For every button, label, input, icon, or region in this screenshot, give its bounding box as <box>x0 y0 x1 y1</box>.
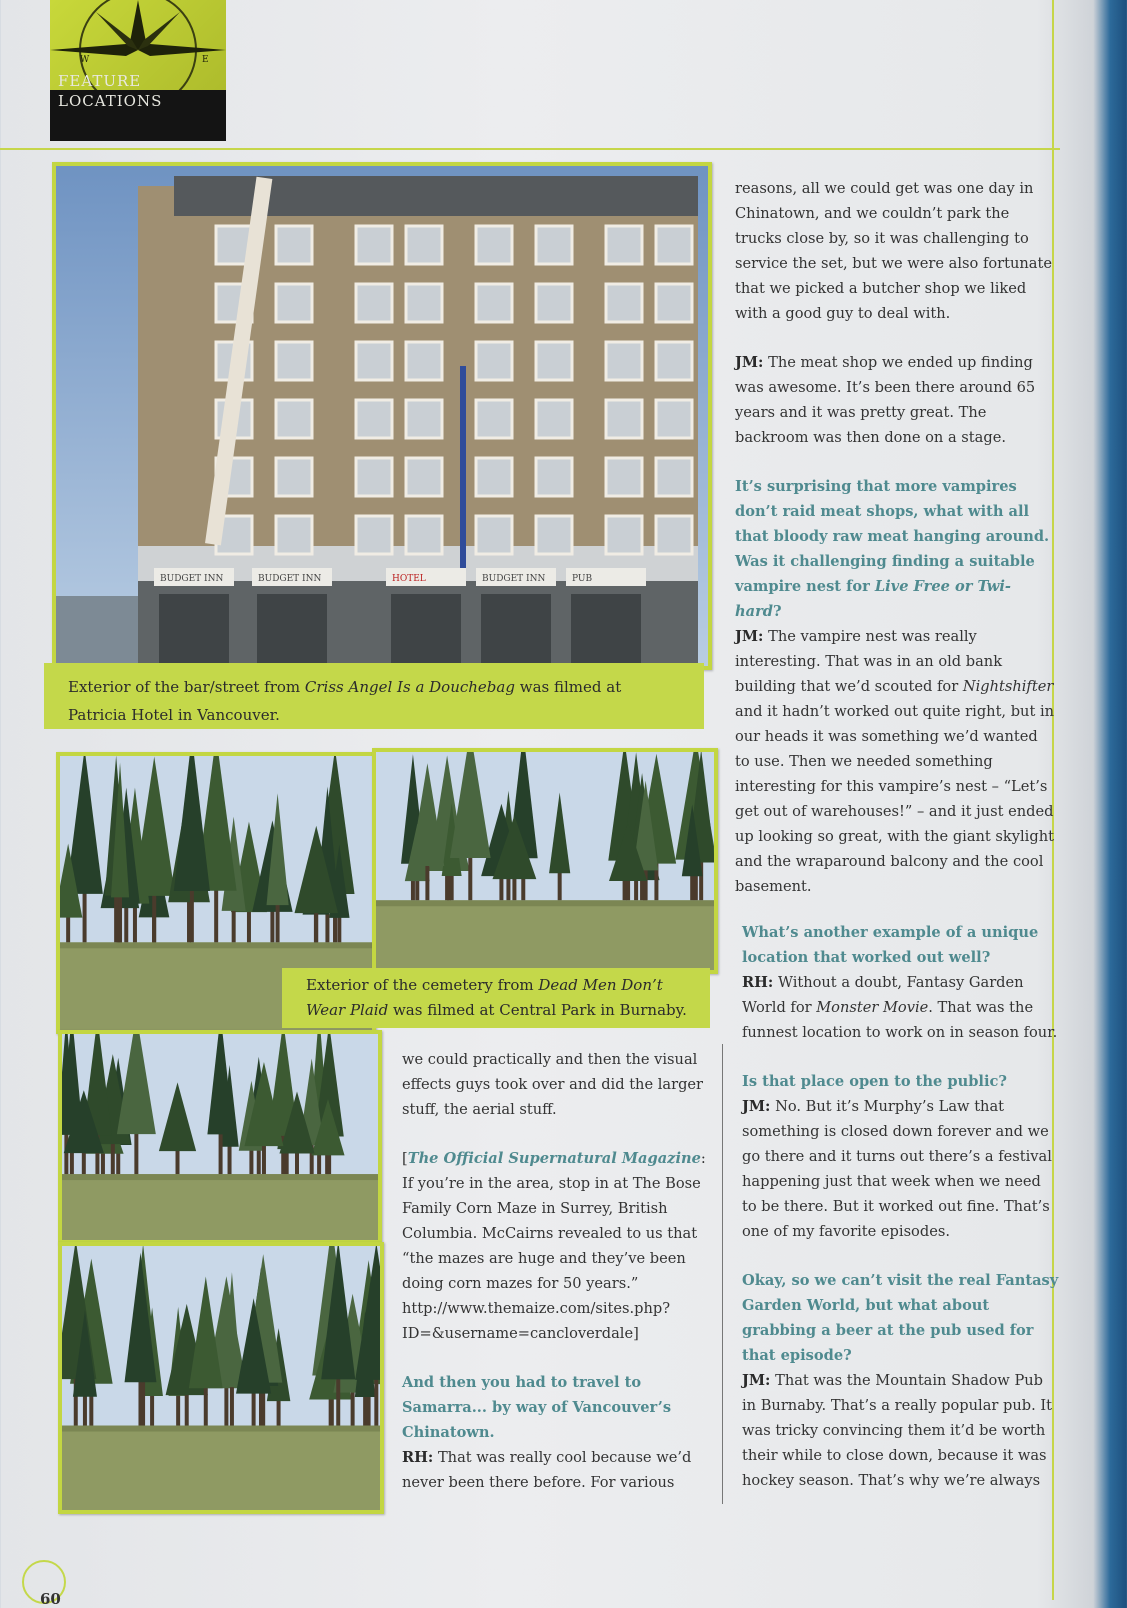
park-photo-4 <box>58 1242 384 1514</box>
right-paragraph-1: reasons, all we could get was one day in Chinatown, and we couldn’t park the trucks close by, so it was challenging to service the set, but we were also fortunate that we picked a butcher shop we liked with a good guy to deal with. <box>735 180 1052 322</box>
column-divider <box>722 1044 723 1504</box>
svg-text:HOTEL: HOTEL <box>392 574 426 584</box>
hotel-photo <box>52 162 712 670</box>
question-chinatown: And then you had to travel to Samarra... by way of Vancouver’s Chinatown. <box>402 1374 672 1441</box>
hotel-caption <box>44 663 704 729</box>
park-photo-3 <box>58 1030 382 1244</box>
right-paragraph-2: JM: The meat shop we ended up finding was awesome. It’s been there around 65 years and it was pretty great. The backroom was then done on a stage. <box>735 354 1036 446</box>
right-column-top <box>735 176 1055 923</box>
cemetery-caption-title: Dead Men Don’t Wear Plaid <box>306 976 663 1019</box>
top-guide-line <box>0 148 1060 150</box>
question-unique-location: What’s another example of a unique location that worked out well? <box>742 924 1039 966</box>
badge-line-locations: LOCATIONS <box>58 92 163 110</box>
svg-text:W: W <box>80 55 90 65</box>
cemetery-caption-pre: Exterior of the cemetery from <box>306 976 539 994</box>
hotel-caption-pre: Exterior of the bar/street from <box>68 678 305 696</box>
svg-text:PUB: PUB <box>572 574 593 584</box>
middle-paragraph: we could practically and then the visual effects guys took over and did the larger stuff, the aerial stuff. <box>402 1051 704 1118</box>
answer-unique-location: RH: Without a doubt, Fantasy Garden World for Monster Movie. That was the funnest location to work on in season four. <box>742 974 1058 1041</box>
magazine-note: [The Official Supernatural Magazine: If you’re in the area, stop in at The Bose Family Corn Maze in Surrey, British Columbia. McCairns revealed to us that “the mazes are huge and they’ve been doing corn mazes for 50 years.” http://www.themaize.com/sites.php?ID=&username=cancloverdale] <box>402 1150 706 1342</box>
magazine-note-body: : If you’re in the area, stop in at The Bose Family Corn Maze in Surrey, British Columbia. McCairns revealed to us that “the mazes are huge and they’ve been doing corn mazes for 50 years.” http://www.themaize.com/sites.php?ID=&username=cancloverdale] <box>402 1150 706 1342</box>
magazine-note-title: The Official Supernatural Magazine <box>407 1150 701 1167</box>
hotel-caption-post: was filmed at Patricia Hotel in Vancouver. <box>68 678 622 724</box>
middle-column <box>402 1047 710 1519</box>
badge-line-feature: FEATURE <box>58 72 142 90</box>
section-badge <box>50 0 226 141</box>
right-column-bottom <box>742 920 1060 1517</box>
cemetery-caption <box>282 968 710 1028</box>
svg-text:BUDGET INN: BUDGET INN <box>160 574 224 584</box>
question-pub: Okay, so we can’t visit the real Fantasy Garden World, but what about grabbing a beer at the pub used for that episode? <box>742 1272 1059 1364</box>
park-photo-2 <box>372 748 718 974</box>
question-vampire-nest: It’s surprising that more vampires don’t raid meat shops, what with all that bloody raw meat hanging around. Was it challenging finding a suitable vampire nest for Live Free or Twi-hard? <box>735 478 1050 620</box>
answer-pub: JM: That was the Mountain Shadow Pub in Burnaby. That’s a really popular pub. It was tricky convincing them it’d be worth their while to close down, because it was hockey season. That’s why we’re always <box>742 1372 1053 1489</box>
answer-open-public: JM: No. But it’s Murphy’s Law that something is closed down forever and we go there and it turns out there’s a festival happening just that week when we need to be there. But it worked out fine. That’s one of my favorite episodes. <box>742 1098 1052 1240</box>
page-number: 60 <box>40 1590 61 1608</box>
answer-vampire-nest: JM: The vampire nest was really interesting. That was in an old bank building that we’d scouted for Nightshifter and it hadn’t worked out quite right, but in our heads it was something we’d wanted to use. Then we needed something interesting for this vampire’s nest – “Let’s get out of warehouses!” – and it just ended up looking so great, with the giant skylight and the wraparound balcony and the cool basement. <box>735 628 1055 895</box>
svg-text:BUDGET INN: BUDGET INN <box>482 574 546 584</box>
answer-chinatown: RH: That was really cool because we’d never been there before. For various <box>402 1449 692 1491</box>
svg-text:BUDGET INN: BUDGET INN <box>258 574 322 584</box>
svg-text:E: E <box>202 55 209 65</box>
hotel-caption-title: Criss Angel Is a Douchebag <box>304 678 515 696</box>
question-open-public: Is that place open to the public? <box>742 1073 1007 1090</box>
cemetery-caption-post: was filmed at Central Park in Burnaby. <box>388 1001 687 1019</box>
